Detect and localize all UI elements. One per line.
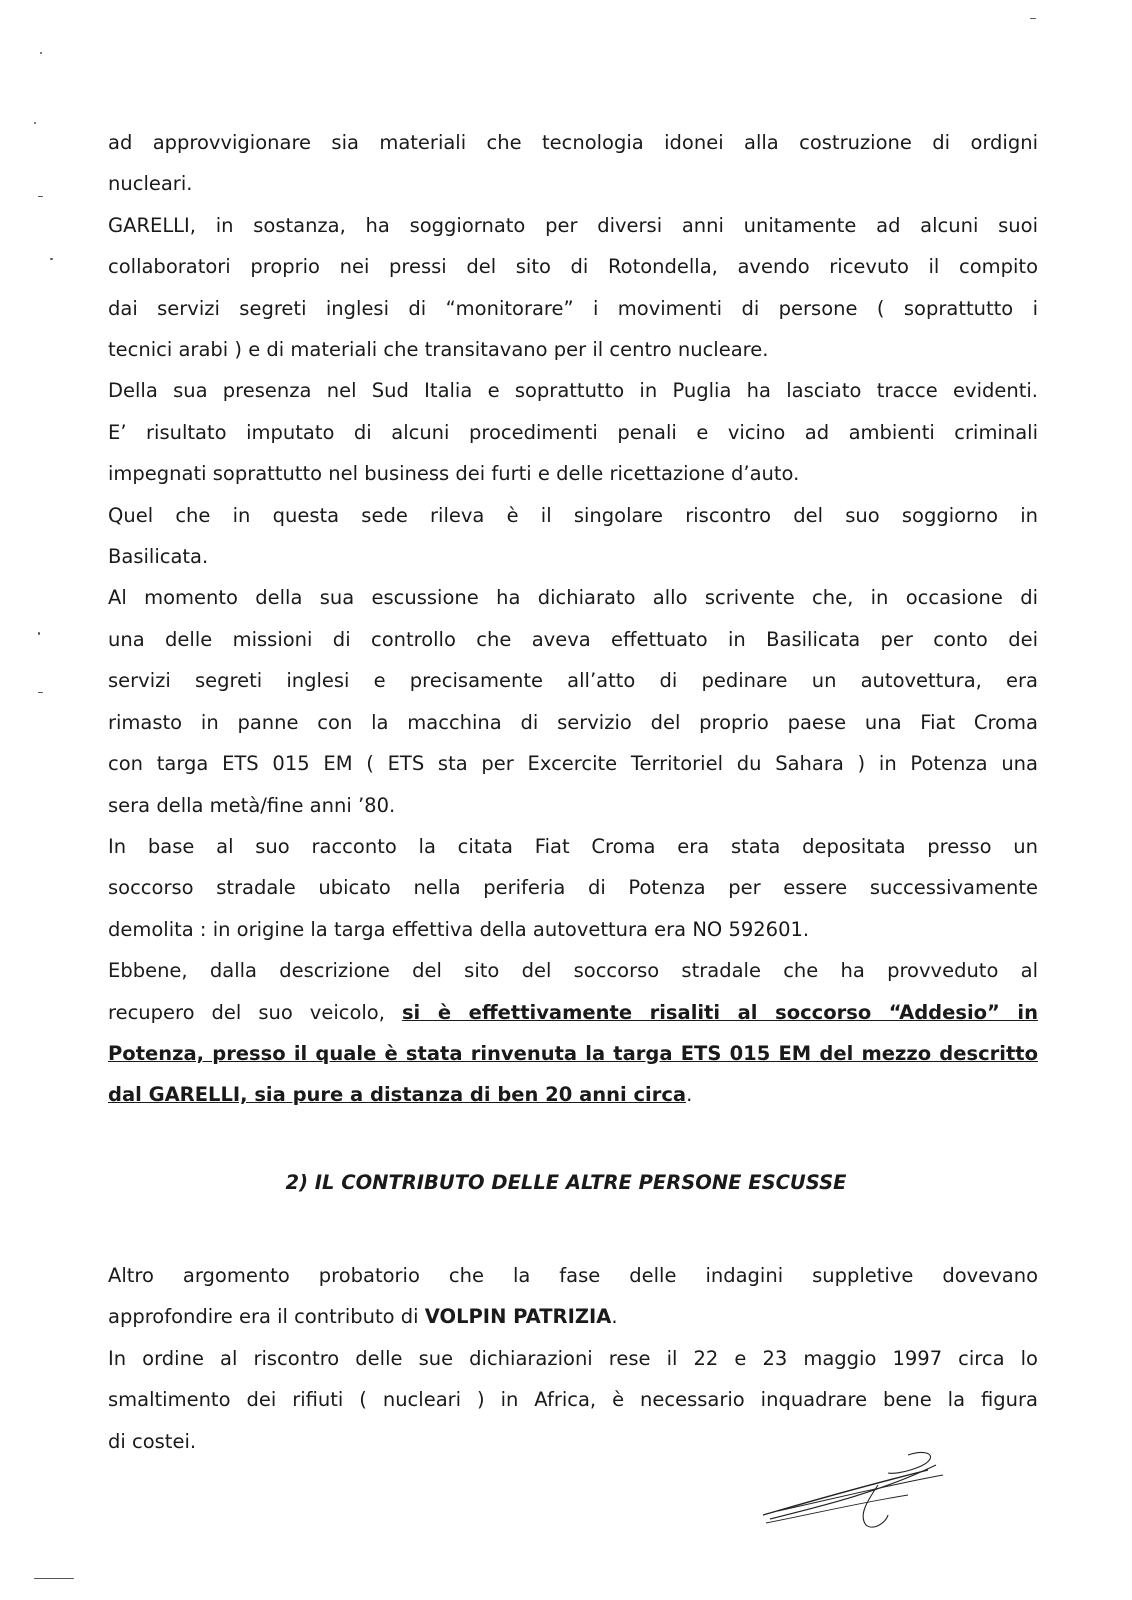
text-line: tecnici arabi ) e di materiali che transitavano per il centro nucleare. — [108, 338, 769, 362]
scan-speck — [38, 196, 43, 197]
text-line: rimasto in panne con la macchina di servizio del proprio paese una Fiat Croma — [108, 710, 1038, 734]
scan-speck — [1030, 18, 1036, 19]
text-line: di costei. — [108, 1429, 197, 1453]
text-line: Basilicata. — [108, 545, 209, 569]
text-line — [108, 1296, 1038, 1337]
plain-text: recupero del suo veicolo, — [108, 1000, 402, 1024]
body-text-2 — [108, 1255, 1038, 1462]
text-line: Altro argomento probatorio che la fase delle indagini suppletive dovevano — [108, 1264, 1038, 1287]
scan-speck — [34, 1578, 74, 1579]
scan-speck — [50, 258, 53, 260]
text-line: E’ risultato imputato di alcuni procedimenti penali e vicino ad ambienti criminali — [108, 420, 1038, 444]
text-line: ad approvvigionare sia materiali che tecnologia idonei alla costruzione di ordigni — [108, 131, 1038, 154]
person-name: VOLPIN PATRIZIA — [424, 1305, 612, 1329]
underlined-bold-text: Potenza, presso il quale è stata rinvenuta la targa ETS 015 EM del mezzo descritto — [108, 1041, 1038, 1065]
text-line: soccorso stradale ubicato nella periferia di Potenza per essere successivamente — [108, 876, 1038, 900]
scan-speck — [38, 692, 43, 693]
body-text — [108, 122, 1038, 1116]
text-line: Della sua presenza nel Sud Italia e soprattutto in Puglia ha lasciato tracce evidenti. — [108, 379, 1038, 403]
text-line: impegnati soprattutto nel business dei furti e delle ricettazione d’auto. — [108, 462, 800, 486]
plain-text: approfondire era il contributo di — [108, 1305, 425, 1329]
text-line: smaltimento dei rifiuti ( nucleari ) in Africa, è necessario inquadrare bene la figura — [108, 1388, 1038, 1412]
underlined-bold-text: dal GARELLI, sia pure a distanza di ben 20 anni circa — [108, 1083, 687, 1107]
text-line: collaboratori proprio nei pressi del sito di Rotondella, avendo ricevuto il compito — [108, 255, 1038, 279]
text-line-emphasis — [108, 992, 1038, 1033]
signature-icon — [758, 1445, 958, 1535]
text-line: In base al suo racconto la citata Fiat Croma era stata depositata presso un — [108, 834, 1038, 858]
text-line: Quel che in questa sede rileva è il singolare riscontro del suo soggiorno in — [108, 503, 1038, 527]
text-line: sera della metà/fine anni ’80. — [108, 793, 396, 817]
text-line: servizi segreti inglesi e precisamente all’atto di pedinare un autovettura, era — [108, 669, 1038, 693]
underlined-bold-text: si è effettivamente risaliti al soccorso “Addesio” in — [401, 1000, 1038, 1024]
scan-speck — [38, 632, 40, 635]
text-line: Al momento della sua escussione ha dichiarato allo scrivente che, in occasione di — [108, 586, 1038, 610]
plain-text: . — [686, 1083, 693, 1107]
text-line: nucleari. — [108, 172, 193, 196]
section-heading: 2) IL CONTRIBUTO DELLE ALTRE PERSONE ESCUSSE — [285, 1171, 847, 1194]
text-line: Ebbene, dalla descrizione del sito del soccorso stradale che ha provveduto al — [108, 959, 1038, 983]
text-line-emphasis — [108, 1033, 1038, 1074]
text-line-emphasis — [108, 1074, 1038, 1115]
plain-text: . — [611, 1305, 618, 1329]
text-line: una delle missioni di controllo che aveva effettuato in Basilicata per conto dei — [108, 627, 1038, 651]
text-line: In ordine al riscontro delle sue dichiarazioni rese il 22 e 23 maggio 1997 circa lo — [108, 1346, 1038, 1370]
text-line: con targa ETS 015 EM ( ETS sta per Excercite Territoriel du Sahara ) in Potenza una — [108, 752, 1038, 776]
text-line: GARELLI, in sostanza, ha soggiornato per diversi anni unitamente ad alcuni suoi — [108, 213, 1038, 237]
text-line: dai servizi segreti inglesi di “monitorare” i movimenti di persone ( soprattutto i — [108, 296, 1038, 320]
text-line: demolita : in origine la targa effettiva della autovettura era NO 592601. — [108, 917, 810, 941]
scan-speck — [40, 52, 42, 54]
scan-speck — [34, 122, 36, 124]
